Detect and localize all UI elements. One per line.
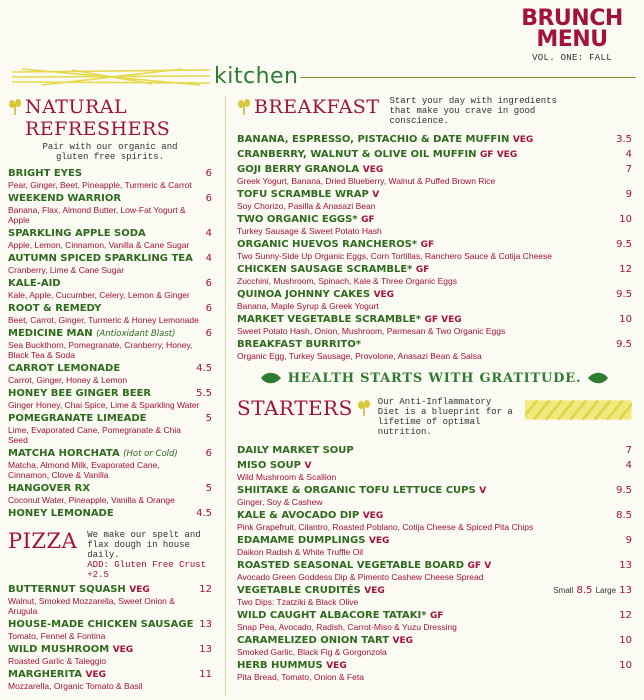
menu-item — [8, 619, 212, 641]
item-description: Avocado Green Goddess Dip & Pimento Cashew Cheese Spread — [237, 572, 484, 582]
diet-tag: GF VEG — [480, 150, 518, 160]
item-price: 3.5 — [616, 134, 632, 145]
item-description: Ginger, Soy & Cashew — [237, 497, 323, 507]
item-name — [8, 253, 212, 265]
item-name-text: AUTUMN SPICED SPARKLING TEA — [8, 253, 193, 264]
stripes-decoration — [525, 399, 632, 421]
menu-item — [8, 168, 212, 190]
item-name-text: CARROT LEMONADE — [8, 363, 121, 374]
stripes-decoration — [12, 68, 210, 86]
item-description: Greek Yogurt, Banana, Dried Blueberry, Walnut & Puffed Brown Rice — [237, 176, 496, 186]
item-description: Pita Bread, Tomato, Onion & Feta — [237, 672, 364, 682]
item-name — [237, 149, 632, 161]
breakfast-header — [237, 96, 632, 126]
item-name — [8, 303, 212, 315]
kitchen-rule — [300, 77, 636, 78]
menu-item — [8, 669, 212, 691]
item-name-text: WEEKEND WARRIOR — [8, 193, 122, 204]
menu-item — [237, 585, 632, 607]
menu-item — [8, 303, 212, 325]
item-description: Carrot, Ginger, Honey & Lemon — [8, 375, 128, 385]
menu-item — [8, 413, 212, 445]
menu-item — [237, 660, 632, 682]
item-price: 7 — [625, 164, 632, 175]
item-name-text: HERB HUMMUS — [237, 660, 323, 671]
item-price: 6 — [205, 278, 212, 289]
item-price: 4 — [205, 253, 212, 264]
menu-item — [237, 289, 632, 311]
item-name-text: ORGANIC HUEVOS RANCHEROS* — [237, 239, 418, 250]
item-price: 4 — [625, 149, 632, 160]
diet-tag: GF — [420, 240, 435, 250]
item-price: 4 — [205, 228, 212, 239]
menu-item — [8, 253, 212, 275]
menu-item — [237, 535, 632, 557]
item-description: Soy Chorizo, Pasilla & Anasazi Bean — [237, 201, 376, 211]
menu-item — [8, 584, 212, 616]
diet-tag: VEG — [112, 645, 134, 655]
menu-item — [8, 328, 212, 360]
item-name — [8, 619, 212, 631]
item-name — [237, 339, 632, 351]
item-name-text: POMEGRANATE LIMEADE — [8, 413, 147, 424]
health-banner — [237, 365, 632, 391]
diet-tag: VEG — [392, 636, 414, 646]
price-large: 13 — [619, 585, 632, 596]
item-note: (Hot or Cold) — [123, 449, 178, 459]
item-description: Banana, Maple Syrup & Greek Yogurt — [237, 301, 379, 311]
item-name-text: KALE-AID — [8, 278, 61, 289]
item-name — [237, 535, 632, 547]
item-name-text: TOFU SCRAMBLE WRAP — [237, 189, 369, 200]
item-note: (Antioxidant Blast) — [96, 329, 176, 339]
menu-item — [237, 610, 632, 632]
breakfast-note: Start your day with ingredients that make you crave in good conscience. — [389, 96, 557, 126]
item-price: 12 — [619, 610, 632, 621]
menu-item — [237, 134, 632, 146]
item-name — [8, 228, 212, 240]
item-name-text: HONEY BEE GINGER BEER — [8, 388, 152, 399]
menu-item — [8, 388, 212, 410]
pizza-list — [8, 584, 212, 691]
item-description: Turkey Sausage & Sweet Potato Hash — [237, 226, 382, 236]
item-name — [237, 460, 632, 472]
starters-header — [237, 397, 632, 437]
item-name-text: DAILY MARKET SOUP — [237, 445, 354, 456]
item-name — [237, 485, 632, 497]
item-price: 11 — [199, 669, 212, 680]
item-name-text: WILD MUSHROOM — [8, 644, 110, 655]
item-price: 6 — [205, 303, 212, 314]
menu-item — [237, 189, 632, 211]
menu-item — [237, 485, 632, 507]
kitchen-title: kitchen — [214, 64, 299, 89]
item-name — [8, 168, 212, 180]
item-description: Sea Buckthorn, Pomegranate, Cranberry, Honey, Black Tea & Soda — [8, 340, 193, 360]
item-price: 8.5 — [616, 510, 632, 521]
item-description: Matcha, Almond Milk, Evaporated Cane, Cinnamon, Clove & Vanilla — [8, 460, 160, 480]
item-price: 12 — [619, 264, 632, 275]
menu-item — [8, 448, 212, 480]
item-description: Walnut, Smoked Mozzarella, Sweet Onion & Arugula — [8, 596, 175, 616]
diet-tag: GF — [415, 265, 430, 275]
item-price: 6 — [205, 193, 212, 204]
item-description: Zucchini, Mushroom, Spinach, Kale & Three Organic Eggs — [237, 276, 458, 286]
item-price: 13 — [199, 644, 212, 655]
menu-item — [237, 164, 632, 186]
item-name — [8, 644, 212, 656]
menu-item — [237, 149, 632, 161]
diet-tag: VEG — [368, 536, 390, 546]
item-description: Wild Mushroom & Scallion — [237, 472, 337, 482]
item-price: 6 — [205, 328, 212, 339]
starters-list — [237, 445, 632, 682]
refreshers-list — [8, 168, 212, 520]
item-description: Pear, Ginger, Beet, Pineapple, Turmeric & Carrot — [8, 180, 192, 190]
item-description: Sweet Potato Hash, Onion, Mushroom, Parmesan & Two Organic Eggs — [237, 326, 506, 336]
item-price: 10 — [619, 214, 632, 225]
item-description: Daikon Radish & White Truffle Oil — [237, 547, 363, 557]
item-name — [8, 483, 212, 495]
item-name-text: CARAMELIZED ONION TART — [237, 635, 390, 646]
item-name — [8, 584, 212, 596]
item-price: 4 — [625, 460, 632, 471]
item-price: 9 — [625, 189, 632, 200]
diet-tag: GF V — [467, 561, 492, 571]
pizza-header — [8, 530, 212, 580]
item-description: Banana, Flax, Almond Butter, Low-Fat Yogurt & Apple — [8, 205, 186, 225]
item-description: Smoked Garlic, Black Fig & Gorgonzola — [237, 647, 387, 657]
item-name-text: SPARKLING APPLE SODA — [8, 228, 146, 239]
item-price: 6 — [205, 448, 212, 459]
brand-volume: VOL. ONE: FALL — [532, 53, 612, 63]
item-name — [8, 193, 212, 205]
item-name — [237, 560, 632, 572]
item-name — [8, 508, 212, 520]
menu-item — [237, 510, 632, 532]
item-name — [8, 278, 212, 290]
item-description: Beet, Carrot, Ginger, Turmeric & Honey Lemonade — [8, 315, 199, 325]
item-name-text: MARKET VEGETABLE SCRAMBLE* — [237, 314, 421, 325]
item-name — [237, 510, 632, 522]
menu-item — [237, 339, 632, 361]
item-name — [237, 239, 632, 251]
item-name — [237, 264, 632, 276]
item-name — [8, 363, 212, 375]
menu-item — [8, 363, 212, 385]
item-price: 9.5 — [616, 339, 632, 350]
diet-tag: VEG — [129, 585, 150, 595]
refreshers-title: NATURAL REFRESHERS — [25, 96, 171, 140]
diet-tag: V — [372, 190, 380, 200]
menu-item — [237, 264, 632, 286]
item-price: 4.5 — [196, 363, 212, 374]
item-price: 13 — [619, 560, 632, 571]
kitchen-header — [0, 62, 644, 92]
item-name — [237, 314, 632, 326]
item-price: 5.5 — [196, 388, 212, 399]
item-name-text: HANGOVER RX — [8, 483, 91, 494]
item-name-text: GOJI BERRY GRANOLA — [237, 164, 360, 175]
item-price: 9.5 — [616, 485, 632, 496]
item-price: 4.5 — [196, 508, 212, 519]
item-name — [8, 448, 212, 460]
item-name — [237, 134, 632, 146]
item-name — [237, 635, 632, 647]
pizza-note-2: ADD: Gluten Free Crust +2.5 — [87, 560, 207, 580]
sprig-icon — [237, 98, 251, 116]
item-name-text: CRANBERRY, WALNUT & OLIVE OIL MUFFIN — [237, 149, 477, 160]
item-price: 6 — [205, 168, 212, 179]
item-price-sizes — [553, 585, 632, 596]
menu-item — [237, 445, 632, 457]
item-name — [237, 189, 632, 201]
item-name-text: MARGHERITA — [8, 669, 83, 680]
diet-tag: VEG — [373, 290, 395, 300]
menu-item — [8, 483, 212, 505]
diet-tag: VEG — [512, 135, 534, 145]
item-name — [237, 610, 632, 622]
diet-tag: V — [479, 486, 487, 496]
menu-item — [8, 644, 212, 666]
item-description: Two Sunny-Side Up Organic Eggs, Corn Tortillas, Ranchero Sauce & Cotija Cheese — [237, 251, 552, 261]
item-name — [237, 660, 632, 672]
health-text: HEALTH STARTS WITH GRATITUDE. — [287, 370, 582, 386]
item-description: Two Dips: Tzatziki & Black Olive — [237, 597, 359, 607]
item-name-text: MATCHA HORCHATA — [8, 448, 120, 459]
item-description: Mozzarella, Organic Tomato & Basil — [8, 681, 143, 691]
brand-line-2: MENU — [536, 27, 608, 52]
price-small: 8.5 — [576, 585, 593, 596]
menu-item — [8, 278, 212, 300]
item-name-text: KALE & AVOCADO DIP — [237, 510, 360, 521]
item-description: Coconut Water, Pineapple, Vanilla & Orange — [8, 495, 175, 505]
left-column — [8, 96, 212, 694]
column-divider — [225, 96, 226, 696]
menu-item — [8, 508, 212, 520]
size-label-small: Small — [553, 586, 574, 595]
item-price: 10 — [619, 314, 632, 325]
item-price: 5 — [205, 413, 212, 424]
item-description: Organic Egg, Turkey Sausage, Provolone, Anasazi Bean & Salsa — [237, 351, 482, 361]
item-description: Lime, Evaporated Cane, Pomegranate & Chia Seed — [8, 425, 181, 445]
item-name-text: ROOT & REMEDY — [8, 303, 102, 314]
item-name-text: MISO SOUP — [237, 460, 302, 471]
item-name — [237, 214, 632, 226]
menu-item — [237, 239, 632, 261]
item-price: 5 — [205, 483, 212, 494]
refreshers-note: Pair with our organic and gluten free spirits. — [42, 142, 178, 162]
menu-item — [237, 460, 632, 482]
diet-tag: VEG — [326, 661, 347, 671]
diet-tag: VEG — [362, 511, 384, 521]
leaf-icon — [587, 370, 609, 386]
item-name-text: TWO ORGANIC EGGS* — [237, 214, 358, 225]
item-name-text: ROASTED SEASONAL VEGETABLE BOARD — [237, 560, 465, 571]
diet-tag: V — [304, 461, 312, 471]
diet-tag: GF — [429, 611, 444, 621]
diet-tag: VEG — [364, 586, 385, 596]
item-name — [8, 669, 212, 681]
breakfast-list — [237, 134, 632, 361]
diet-tag: VEG — [362, 165, 384, 175]
item-price: 13 — [199, 619, 212, 630]
item-price: 9.5 — [616, 239, 632, 250]
item-description: Tomato, Fennel & Fontina — [8, 631, 106, 641]
menu-item — [8, 193, 212, 225]
item-name-text: QUINOA JOHNNY CAKES — [237, 289, 371, 300]
item-price: 12 — [199, 584, 212, 595]
item-name — [237, 164, 632, 176]
menu-item — [237, 214, 632, 236]
item-description: Pink Grapefruit, Cilantro, Roasted Poblano, Cotija Cheese & Spiced Pita Chips — [237, 522, 534, 532]
item-name — [237, 289, 632, 301]
leaf-icon — [260, 370, 282, 386]
item-name-text: SHIITAKE & ORGANIC TOFU LETTUCE CUPS — [237, 485, 476, 496]
item-name-text: HOUSE-MADE CHICKEN SAUSAGE — [8, 619, 194, 630]
item-name-text: BREAKFAST BURRITO* — [237, 339, 361, 350]
item-name — [8, 328, 212, 340]
item-description: Snap Pea, Avocado, Radish, Carrot-Miso & Yuzu Dressing — [237, 622, 457, 632]
item-description: Ginger Honey, Chai Spice, Lime & Sparkling Water — [8, 400, 200, 410]
item-description: Roasted Garlic & Taleggio — [8, 656, 107, 666]
breakfast-title: BREAKFAST — [254, 96, 380, 118]
item-description: Cranberry, Lime & Cane Sugar — [8, 265, 125, 275]
item-name-text: HONEY LEMONADE — [8, 508, 114, 519]
size-label-large: Large — [595, 586, 617, 595]
item-name-text: BRIGHT EYES — [8, 168, 83, 179]
menu-item — [8, 228, 212, 250]
item-description: Kale, Apple, Cucumber, Celery, Lemon & Ginger — [8, 290, 190, 300]
item-price: 9.5 — [616, 289, 632, 300]
item-name-text: EDAMAME DUMPLINGS — [237, 535, 366, 546]
diet-tag: VEG — [85, 670, 107, 680]
diet-tag: GF — [361, 215, 375, 225]
pizza-note: We make our spelt and flax dough in house daily. — [87, 530, 201, 560]
item-name-text: VEGETABLE CRUDITÉS — [237, 585, 361, 596]
item-name — [8, 413, 212, 425]
item-description: Apple, Lemon, Cinnamon, Vanilla & Cane Sugar — [8, 240, 190, 250]
item-name-text: CHICKEN SAUSAGE SCRAMBLE* — [237, 264, 413, 275]
item-price: 9 — [625, 535, 632, 546]
item-name-text: MEDICINE MAN — [8, 328, 93, 339]
starters-note: Our Anti-Inflammatory Diet is a blueprint for a lifetime of optimal nutrition. — [377, 397, 513, 437]
menu-item — [237, 560, 632, 582]
right-column — [237, 96, 632, 685]
brand-logo — [512, 8, 632, 63]
sprig-icon — [357, 399, 371, 417]
item-name — [8, 388, 212, 400]
brand-line-1: BRUNCH — [521, 6, 623, 31]
refreshers-header — [8, 96, 212, 140]
sprig-icon — [8, 98, 22, 116]
item-price: 10 — [619, 660, 632, 671]
menu-item — [237, 314, 632, 336]
item-name-text: WILD CAUGHT ALBACORE TATAKI* — [237, 610, 427, 621]
diet-tag: GF VEG — [424, 315, 462, 325]
item-name — [237, 445, 632, 457]
menu-item — [237, 635, 632, 657]
item-name-text: BANANA, ESPRESSO, PISTACHIO & DATE MUFFIN — [237, 134, 510, 145]
pizza-title: PIZZA — [8, 529, 78, 553]
starters-title: STARTERS — [237, 396, 353, 420]
item-name-text: BUTTERNUT SQUASH — [8, 584, 126, 595]
item-price: 10 — [619, 635, 632, 646]
item-price: 7 — [625, 445, 632, 456]
